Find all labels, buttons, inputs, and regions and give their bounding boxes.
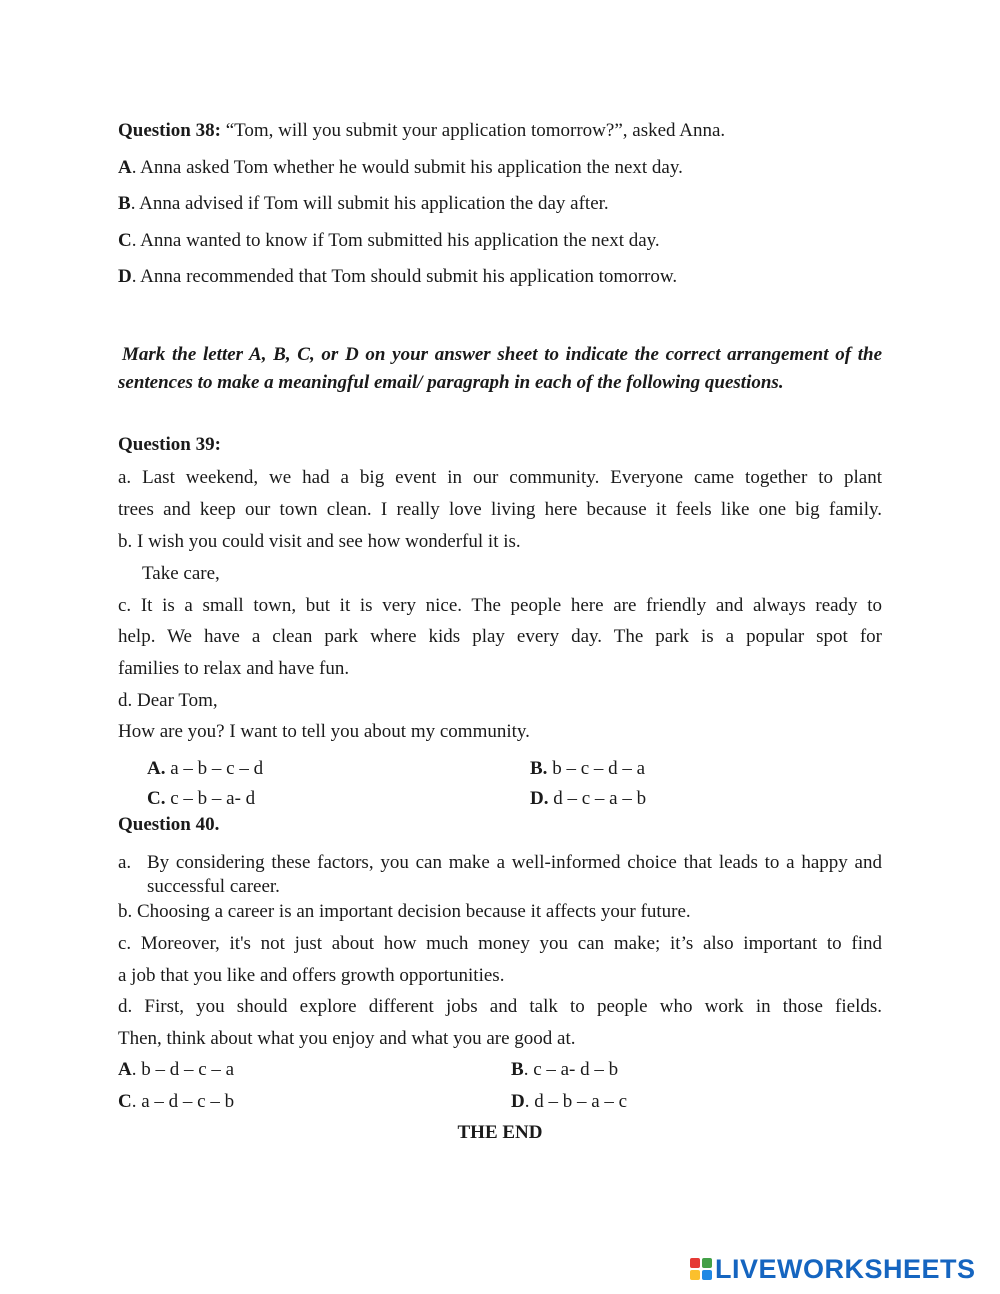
option-text: . b – d – c – a: [131, 1059, 235, 1080]
option-letter: C: [118, 1091, 132, 1112]
logo-cell: [690, 1258, 700, 1268]
q39-sentence-a-line1: a. Last weekend, we had a big event in our community. Everyone came together to plant: [118, 467, 882, 488]
option-text: . Anna asked Tom whether he would submit his application the next day.: [131, 157, 683, 178]
option-letter: C: [118, 230, 132, 251]
q38-option-b[interactable]: [118, 192, 882, 216]
question-38: [118, 119, 882, 143]
option-text: . d – b – a – c: [524, 1091, 628, 1112]
option-letter: B: [511, 1059, 524, 1080]
sentence-text: By considering these factors, you can make a well-informed choice that leads to a happy and successful career.: [147, 852, 882, 897]
question-40-label: Question 40.: [118, 814, 220, 835]
q40-sentence-c-line2: a job that you like and offers growth opportunities.: [118, 965, 505, 986]
q39-sentence-b-line2: Take care,: [142, 563, 220, 584]
logo-cell: [702, 1270, 712, 1280]
q40-sentence-a: [118, 851, 882, 899]
q38-option-c[interactable]: [118, 229, 882, 253]
logo-cell: [702, 1258, 712, 1268]
option-letter: B.: [530, 758, 548, 779]
q38-option-d[interactable]: [118, 265, 882, 289]
sentence-label: a.: [118, 852, 132, 873]
q39-option-d[interactable]: [530, 788, 646, 810]
q40-sentence-b: b. Choosing a career is an important decision because it affects your future.: [118, 901, 691, 922]
q39-sentence-c-line1: c. It is a small town, but it is very nice. The people here are friendly and always ready to: [118, 595, 882, 616]
question-38-prompt: “Tom, will you submit your application tomorrow?”, asked Anna.: [220, 120, 726, 141]
q39-sentence-c-line3: families to relax and have fun.: [118, 658, 350, 679]
q40-sentence-d-line1: d. First, you should explore different jobs and talk to people who work in those fields.: [118, 996, 882, 1017]
q39-option-c[interactable]: [147, 788, 255, 810]
option-letter: D: [511, 1091, 525, 1112]
liveworksheets-logo[interactable]: [690, 1255, 976, 1283]
logo-grid-icon: [690, 1258, 712, 1280]
option-letter: A: [118, 157, 132, 178]
option-letter: D.: [530, 788, 549, 809]
option-text: b – c – d – a: [547, 758, 646, 779]
option-text: a – b – c – d: [165, 758, 264, 779]
option-letter: A: [118, 1059, 132, 1080]
option-text: . Anna recommended that Tom should submit his application tomorrow.: [131, 266, 678, 287]
option-text: d – c – a – b: [548, 788, 647, 809]
option-text: . Anna wanted to know if Tom submitted his application the next day.: [131, 230, 660, 251]
option-letter: D: [118, 266, 132, 287]
option-letter: C.: [147, 788, 166, 809]
q40-option-c[interactable]: [118, 1091, 234, 1113]
q40-sentence-c-line1: c. Moreover, it's not just about how much money you can make; it’s also important to find: [118, 933, 882, 954]
q39-option-b[interactable]: [530, 758, 645, 780]
logo-text: LIVEWORKSHEETS: [715, 1253, 976, 1284]
q40-sentence-d-line2: Then, think about what you enjoy and what you are good at.: [118, 1028, 576, 1049]
q40-option-a[interactable]: [118, 1059, 234, 1081]
option-text: c – b – a- d: [165, 788, 256, 809]
section-instruction: Mark the letter A, B, C, or D on your answer sheet to indicate the correct arrangement of the sentences to make a meaningful email/ paragraph in each of the following questions.: [118, 344, 882, 393]
option-text: . c – a- d – b: [523, 1059, 619, 1080]
q39-sentence-d-line1: d. Dear Tom,: [118, 690, 218, 711]
q40-option-b[interactable]: [511, 1059, 618, 1081]
q39-sentence-a-line2: trees and keep our town clean. I really love living here because it feels like one big family.: [118, 499, 882, 520]
q40-option-d[interactable]: [511, 1091, 627, 1113]
option-letter: B: [118, 193, 131, 214]
question-38-label: Question 38:: [118, 120, 221, 141]
question-39-label: Question 39:: [118, 434, 221, 455]
q39-sentence-b-line1: b. I wish you could visit and see how wonderful it is.: [118, 531, 521, 552]
q39-sentence-d-line2: How are you? I want to tell you about my community.: [118, 721, 530, 742]
the-end-footer: THE END: [457, 1122, 543, 1143]
option-text: . Anna advised if Tom will submit his application the day after.: [130, 193, 609, 214]
q39-option-a[interactable]: [147, 758, 263, 780]
q39-sentence-c-line2: help. We have a clean park where kids play every day. The park is a popular spot for: [118, 626, 882, 647]
option-letter: A.: [147, 758, 166, 779]
logo-cell: [690, 1270, 700, 1280]
option-text: . a – d – c – b: [131, 1091, 235, 1112]
q38-option-a[interactable]: [118, 156, 882, 180]
